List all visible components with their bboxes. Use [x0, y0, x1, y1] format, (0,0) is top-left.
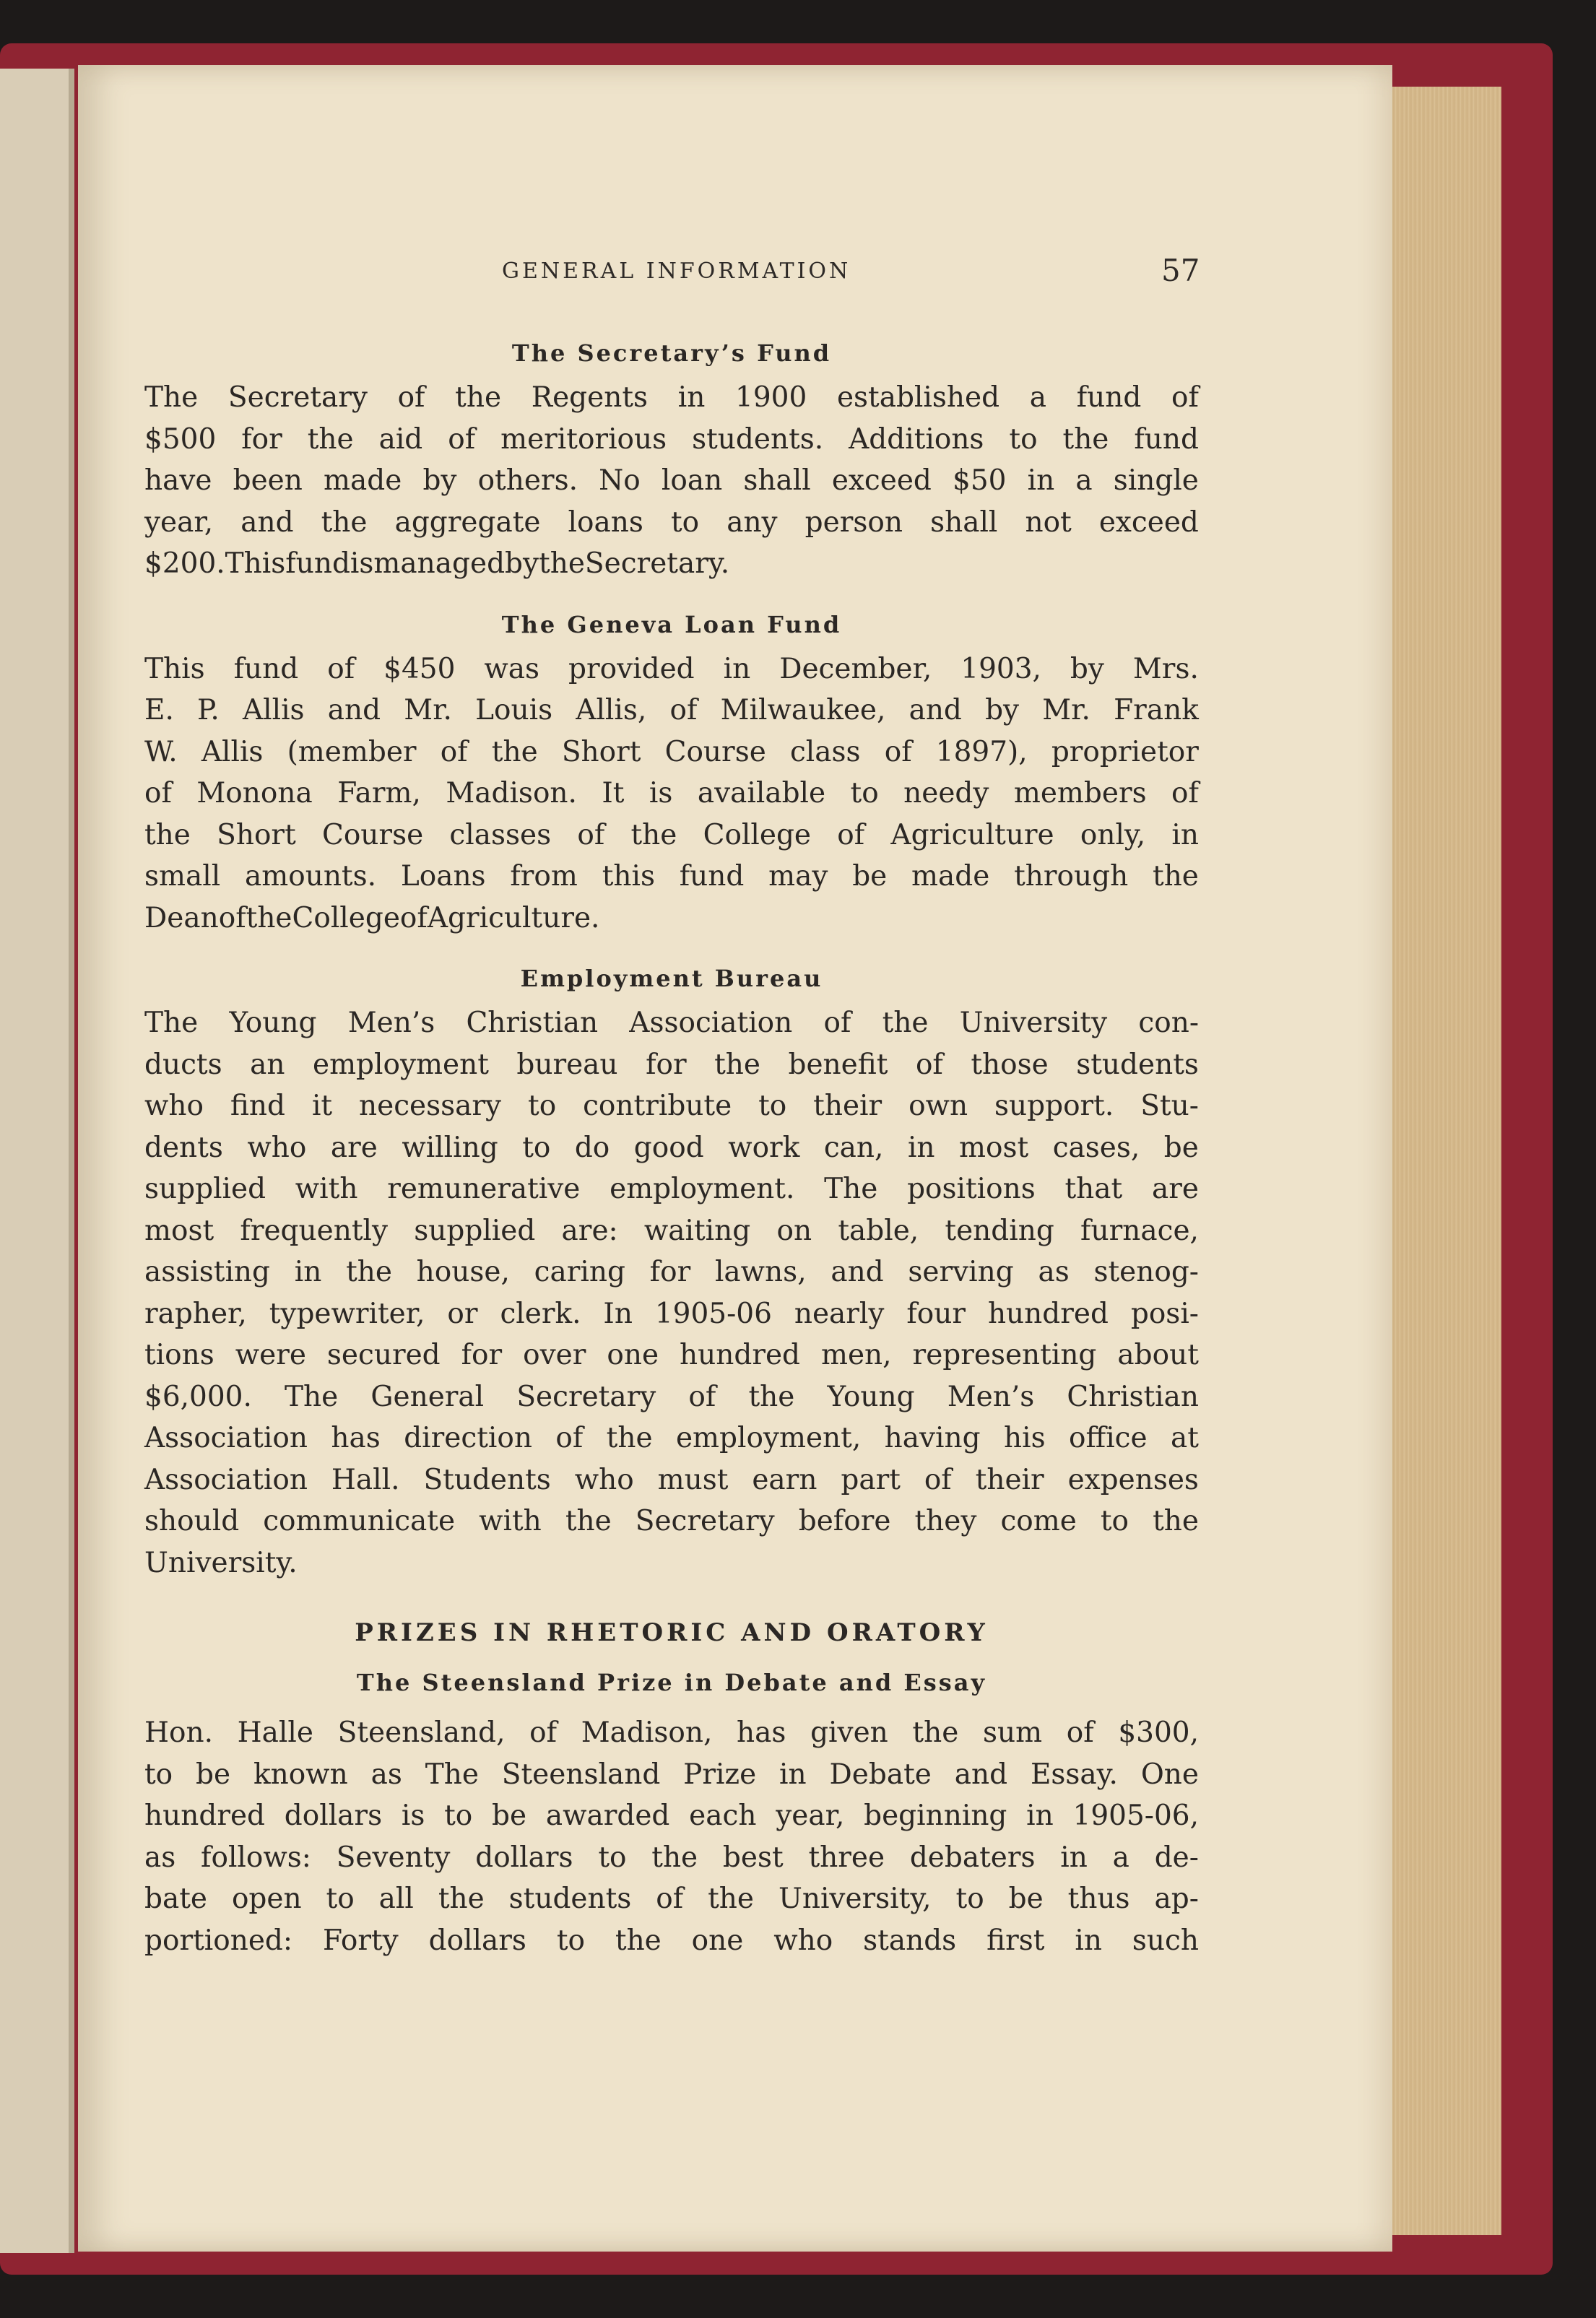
major-heading: PRIZES IN RHETORIC AND ORATORY: [355, 1618, 989, 1647]
section-heading: Employment Bureau: [520, 965, 823, 992]
section-heading: The Secretary’s Fund: [511, 339, 832, 367]
paragraph-line: year, and the aggregate loans to any person shall not exceed: [144, 505, 1199, 539]
paragraph-line: as follows: Seventy dollars to the best three debaters in a de-: [144, 1841, 1199, 1874]
paragraph-line: E. P. Allis and Mr. Louis Allis, of Milwaukee, and by Mr. Frank: [144, 694, 1199, 726]
page-number: 57: [1161, 253, 1200, 288]
paragraph-line: This fund of $450 was provided in December, 1903, by Mrs.: [144, 652, 1199, 685]
paragraph-line: tions were secured for over one hundred men, representing about: [144, 1339, 1199, 1371]
paragraph-line: W. Allis (member of the Short Course class of 1897), proprietor: [144, 735, 1199, 768]
section-heading: The Geneva Loan Fund: [501, 610, 842, 638]
section-paragraph: [144, 648, 1199, 939]
paragraph-line: the Short Course classes of the College of Agriculture only, in: [144, 818, 1199, 851]
paragraph-line: assisting in the house, caring for lawns, and serving as stenog-: [144, 1256, 1199, 1288]
section-heading: The Steensland Prize in Debate and Essay: [356, 1669, 987, 1696]
paragraph-line: bate open to all the students of the University, to be thus ap-: [144, 1883, 1199, 1915]
paragraph-line: should communicate with the Secretary before they come to the: [144, 1505, 1199, 1537]
paragraph-line: Dean of the College of Agriculture.: [144, 901, 600, 934]
paragraph-line: rapher, typewriter, or clerk. In 1905-06 nearly four hundred posi-: [144, 1297, 1199, 1330]
paragraph-line: University.: [144, 1546, 298, 1579]
paragraph-line: of Monona Farm, Madison. It is available to needy members of: [144, 777, 1199, 809]
paragraph-line: The Secretary of the Regents in 1900 established a fund of: [144, 381, 1199, 414]
paragraph-line: have been made by others. No loan shall exceed $50 in a single: [144, 464, 1199, 497]
paragraph-line: dents who are willing to do good work can, in most cases, be: [144, 1131, 1199, 1164]
paragraph-line: $200. This fund is managed by the Secretary.: [144, 547, 730, 580]
paragraph-line: Hon. Halle Steensland, of Madison, has given the sum of $300,: [144, 1716, 1199, 1749]
paragraph-line: supplied with remunerative employment. The positions that are: [144, 1173, 1199, 1205]
paragraph-line: portioned: Forty dollars to the one who stands first in such: [144, 1924, 1199, 1957]
facing-page-edge: [0, 69, 74, 2253]
section-paragraph: [144, 1002, 1199, 1584]
paragraph-line: $6,000. The General Secretary of the Young Men’s Christian: [144, 1380, 1199, 1413]
paragraph-line: most frequently supplied are: waiting on table, tending furnace,: [144, 1214, 1199, 1247]
paragraph-line: The Young Men’s Christian Association of the University con-: [144, 1007, 1199, 1039]
running-head-title: GENERAL INFORMATION: [502, 259, 851, 284]
paragraph-line: ducts an employment bureau for the benefit of those students: [144, 1048, 1199, 1081]
section-paragraph: [144, 1712, 1199, 1961]
paragraph-line: hundred dollars is to be awarded each year, beginning in 1905-06,: [144, 1800, 1199, 1832]
section-paragraph: [144, 377, 1199, 585]
paragraph-line: Association Hall. Students who must earn part of their expenses: [144, 1463, 1199, 1496]
page-block-edges: [1376, 87, 1501, 2235]
paragraph-line: Association has direction of the employment, having his office at: [144, 1422, 1199, 1454]
paragraph-line: $500 for the aid of meritorious students. Additions to the fund: [144, 422, 1199, 456]
paragraph-line: who find it necessary to contribute to their own support. Stu-: [144, 1090, 1199, 1122]
paragraph-line: to be known as The Steensland Prize in Debate and Essay. One: [144, 1758, 1199, 1791]
page-body: [144, 339, 1199, 1961]
paragraph-line: small amounts. Loans from this fund may be made through the: [144, 860, 1199, 893]
